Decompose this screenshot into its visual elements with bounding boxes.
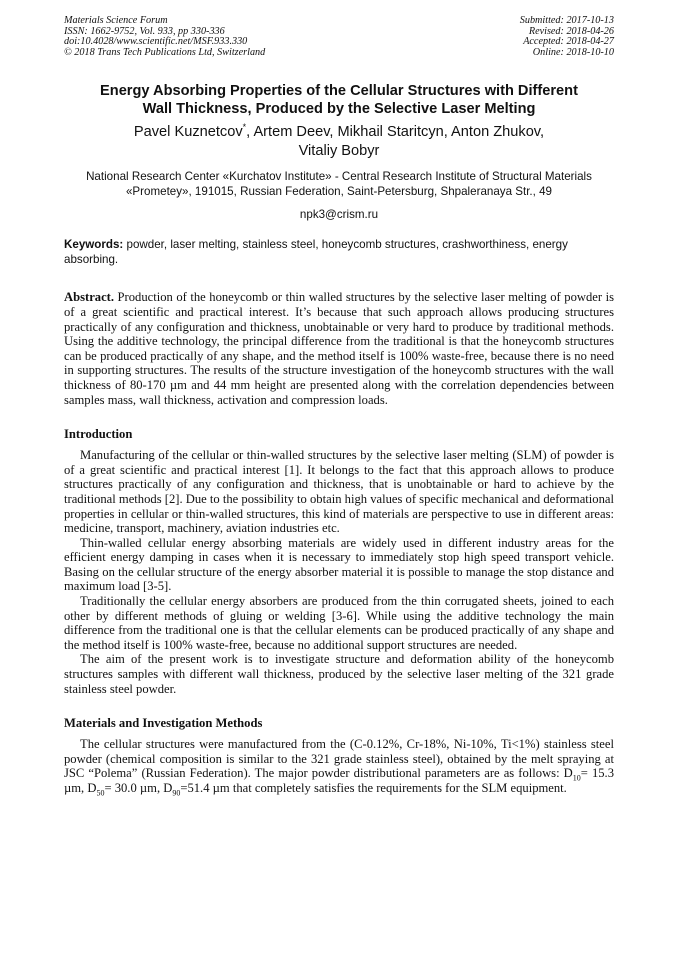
abstract-label: Abstract. xyxy=(64,290,115,305)
first-author: Pavel Kuznetcov xyxy=(133,124,243,141)
contact-email[interactable]: npk3@crism.ru xyxy=(299,208,379,222)
title-line-1: Energy Absorbing Properties of the Cellular Structures with Different xyxy=(100,83,578,100)
keywords-text: powder, laser melting, stainless steel, honeycomb structures, crashworthiness, energy absorbing. xyxy=(64,238,568,266)
keywords xyxy=(64,238,614,267)
affiliation-line-1: National Research Center «Kurchatov Institute» - Central Research Institute of Structural Materials xyxy=(86,170,592,184)
paper-page xyxy=(64,16,614,796)
methods-paragraph: The cellular structures were manufactured from the (C-0.12%, Cr-18%, Ni-10%, Ti<1%) stainless steel powder (chemical composition is similar to the 321 grade stainless steel), obtained by the melt spraying at JSC “Polema” (Russian Federation). The major powder distributional parameters are as follows: $D_{10}= 15.3$ µm, $D_{50}= 30.0$ µm, $D_{90}=51.4$ µm that completely satisfies the requirements for the SLM equipment. xyxy=(64,737,614,798)
date-accepted: Accepted: 2018-04-27 xyxy=(523,36,614,48)
corresponding-author-mark: * xyxy=(242,122,247,133)
date-revised: Revised: 2018-04-26 xyxy=(528,25,614,37)
date-online: Online: 2018-10-10 xyxy=(532,46,614,58)
abstract-text: Production of the honeycomb or thin walled structures by the selective laser melting of powder is of a great scientific and practical interest. It’s because that such approach allows producing structures practically of any configuration and thickness, unobtainable or very hard to produce by traditional methods. Using the additive technology, the principal difference from the traditional is that the honeycomb structures can be produced practically of any shape, and the method itself is 100% waste-free, because there is no need in supporting structures. The results of the structure investigation of the honeycomb structures with the wall thickness of 80-170 µm and 44 mm height are presented along with the correlation dependencies between samples mass, wall thickness, activation and compression loads. xyxy=(64,290,614,407)
journal-info xyxy=(64,16,265,58)
publication-dates xyxy=(520,16,614,58)
authors-line-2: Vitaliy Bobyr xyxy=(298,143,380,160)
co-authors: , Artem Deev, Mikhail Staritcyn, Anton Zhukov, xyxy=(246,124,545,141)
affiliation-line-2: «Prometey», 191015, Russian Federation, Saint-Petersburg, Shpaleranaya Str., 49 xyxy=(125,185,552,199)
title-line-2: Wall Thickness, Produced by the Selective Laser Melting xyxy=(142,101,536,118)
journal-header xyxy=(64,16,614,58)
journal-issn: ISSN: 1662-9752, Vol. 933, pp 330-336 xyxy=(64,25,225,37)
keywords-label: Keywords: xyxy=(64,238,124,252)
journal-doi[interactable]: doi:10.4028/www.scientific.net/MSF.933.330 xyxy=(64,36,248,48)
intro-paragraph: Traditionally the cellular energy absorbers are produced from the thin corrugated sheets, joined to each other by different methods of gluing or welding [3-6]. While using the additive technology the main difference from the traditional one is that the cellular elements can be produced practically of any shape and the method itself is 100% waste-free, because no additional support structures are needed. xyxy=(64,594,614,652)
intro-paragraph: Thin-walled cellular energy absorbing materials are widely used in different industry areas for the efficient energy damping in cases when it is necessary to immediately stop high speed transport vehicle. Basing on the cellular structure of the energy absorber material it is possible to manage the stop distance and maximum load [3-5]. xyxy=(64,535,614,594)
affiliation xyxy=(64,169,614,199)
intro-paragraph: The aim of the present work is to investigate structure and deformation ability of the honeycomb structures samples with different wall thickness, produced by the selective laser melting of the 321 grade stainless steel powder. xyxy=(64,652,614,696)
section-heading-methods: Materials and Investigation Methods xyxy=(64,716,263,731)
section-heading-introduction: Introduction xyxy=(64,427,133,442)
authors-line-1 xyxy=(64,123,614,142)
date-submitted: Submitted: 2017-10-13 xyxy=(519,15,614,26)
abstract xyxy=(64,290,614,407)
paper-title xyxy=(64,82,614,118)
journal-copyright: © 2018 Trans Tech Publications Ltd, Switzerland xyxy=(64,46,266,58)
intro-paragraph: Manufacturing of the cellular or thin-walled structures by the selective laser melting (SLM) of powder is of a great scientific and practical interest [1]. It belongs to the fact that this approach allows to produce structures practically of any configuration and thickness, that is unobtainable or hard to achieve by the traditional methods [2]. Due to the possibility to obtain high values of specific mechanical and deformational properties in cellular or thin-walled structures, this kind of materials are perspective to use in different areas: medicine, transport, machinery, aviation industries etc. xyxy=(64,448,614,536)
journal-name: Materials Science Forum xyxy=(64,15,168,26)
author-list xyxy=(64,123,614,161)
